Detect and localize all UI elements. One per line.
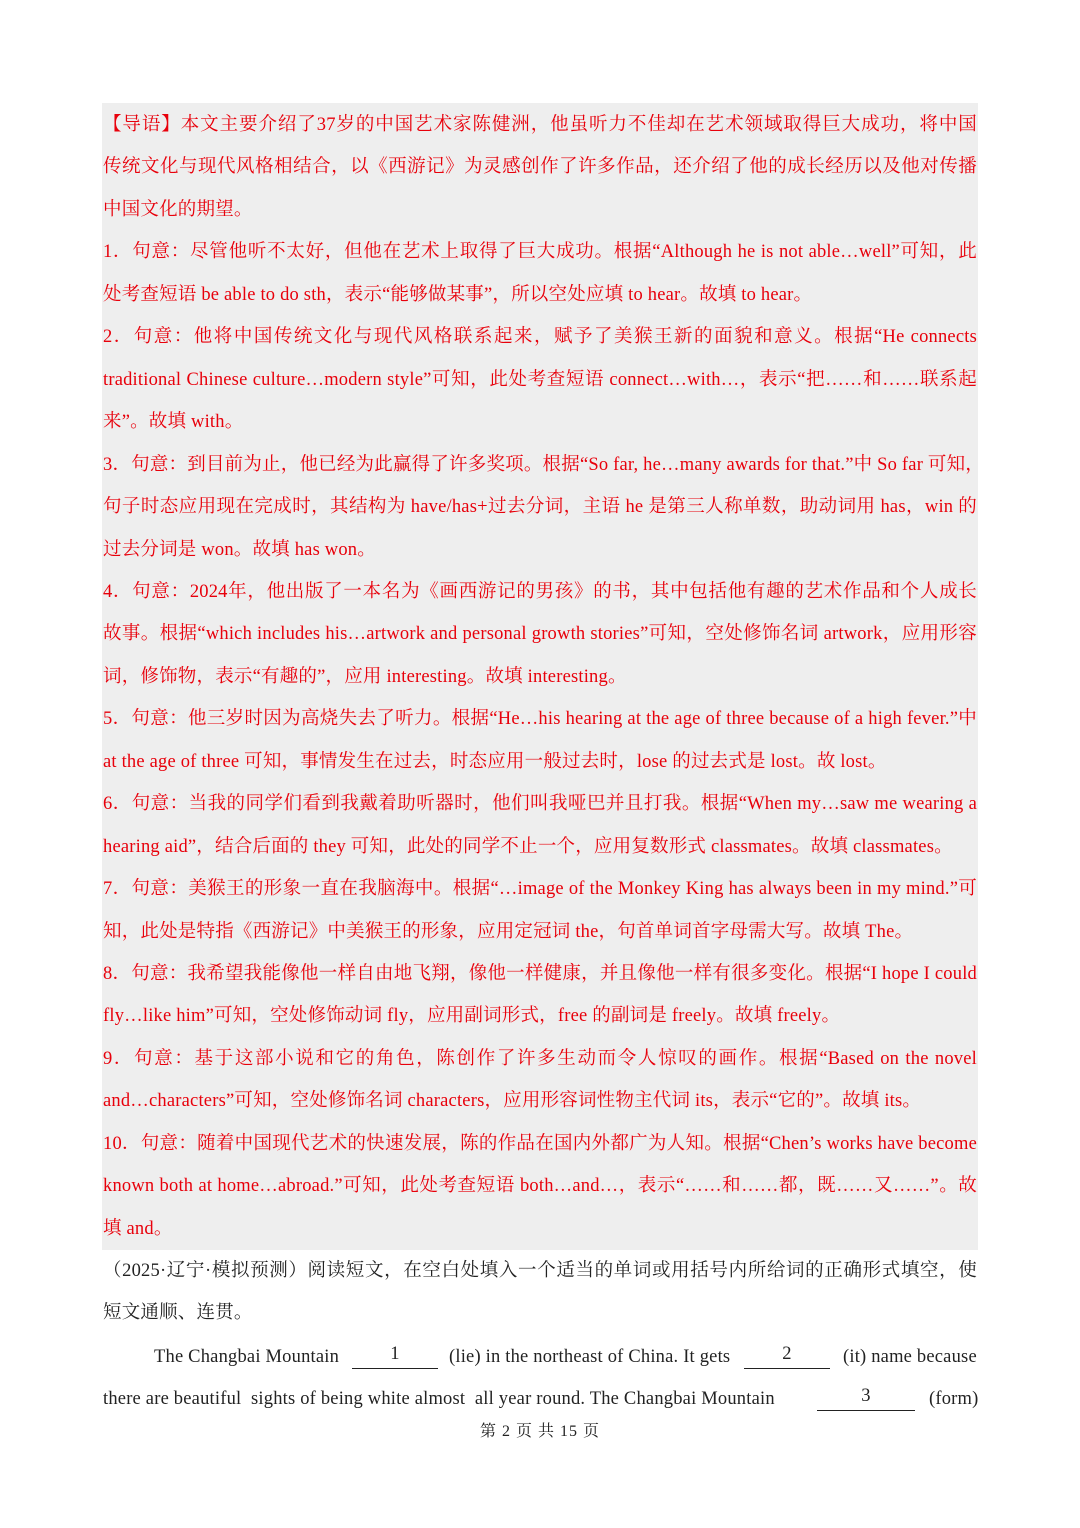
question-instruction-line-2: 短文通顺、连贯。 [103, 1303, 253, 1323]
analysis-line: 【导语】本文主要介绍了37岁的中国艺术家陈健洲，他虽听力不佳却在艺术领域取得巨大成功，将中国 [103, 115, 977, 135]
analysis-line: 填 and。 [103, 1219, 173, 1239]
analysis-line: 中国文化的期望。 [103, 200, 253, 220]
page-number: 第 2 页 共 15 页 [479, 1423, 600, 1440]
passage-text: The Changbai Mountain [154, 1347, 340, 1367]
passage-line-2 [103, 1384, 977, 1414]
analysis-line: and…characters”可知，空处修饰名词 characters，应用形容词性物主代词 its，表示“它的”。故填 its。 [103, 1091, 922, 1111]
analysis-line: 8．句意：我希望我能像他一样自由地飞翔，像他一样健康，并且像他一样有很多变化。根据“I hope I could [103, 964, 977, 984]
analysis-line: 3．句意：到目前为止，他已经为此赢得了许多奖项。根据“So far, he…many awards for that.”中 So far 可知， [103, 455, 984, 475]
analysis-line: traditional Chinese culture…modern style”可知，此处考查短语 connect…with…，表示“把……和……联系起 [103, 370, 977, 390]
analysis-line: fly…like him”可知，空处修饰动词 fly，应用副词形式，free 的副词是 freely。故填 freely。 [103, 1006, 841, 1026]
analysis-line: 6．句意：当我的同学们看到我戴着助听器时，他们叫我哑巴并且打我。根据“When my…saw me wearing a [103, 794, 977, 814]
analysis-line: 处考查短语 be able to do sth，表示“能够做某事”，所以空处应填 to hear。故填 to hear。 [103, 285, 813, 305]
analysis-line: 传统文化与现代风格相结合，以《西游记》为灵感创作了许多作品，还介绍了他的成长经历以及他对传播 [103, 157, 977, 177]
analysis-line: 4．句意：2024年，他出版了一本名为《画西游记的男孩》的书，其中包括他有趣的艺术作品和个人成长 [103, 582, 977, 602]
passage-text: (it) name because [843, 1347, 977, 1367]
analysis-line: hearing aid”，结合后面的 they 可知，此处的同学不止一个，应用复数形式 classmates。故填 classmates。 [103, 837, 953, 857]
analysis-line: 1．句意：尽管他听不太好，但他在艺术上取得了巨大成功。根据“Although he is not able…well”可知，此 [103, 242, 977, 262]
analysis-line: 词，修饰物，表示“有趣的”，应用 interesting。故填 interesting。 [103, 667, 627, 687]
analysis-line: 5．句意：他三岁时因为高烧失去了听力。根据“He…his hearing at the age of three because of a high fever.”中 [103, 709, 977, 729]
analysis-line: 9．句意：基于这部小说和它的角色，陈创作了许多生动而令人惊叹的画作。根据“Based on the novel [103, 1049, 977, 1069]
analysis-line: 故事。根据“which includes his…artwork and personal growth stories”可知，空处修饰名词 artwork，应用形容 [103, 624, 977, 644]
blank-2: 2 [744, 1342, 830, 1369]
passage-text: (form) [929, 1389, 979, 1409]
passage-line-1 [103, 1342, 977, 1372]
analysis-line: at the age of three 可知，事情发生在过去，时态应用一般过去时，lose 的过去式是 lost。故 lost。 [103, 752, 887, 772]
analysis-line: 句子时态应用现在完成时，其结构为 have/has+过去分词，主语 he 是第三人称单数，助动词用 has，win 的 [103, 497, 977, 517]
analysis-line: 过去分词是 won。故填 has won。 [103, 540, 376, 560]
blank-1: 1 [352, 1342, 438, 1369]
analysis-line: 知，此处是特指《西游记》中美猴王的形象，应用定冠词 the，句首单词首字母需大写。故填 The。 [103, 922, 914, 942]
passage-text: (lie) in the northeast of China. It gets [449, 1347, 731, 1367]
analysis-line: 7．句意：美猴王的形象一直在我脑海中。根据“…image of the Monkey King has always been in my mind.”可 [103, 879, 977, 899]
analysis-line: 10．句意：随着中国现代艺术的快速发展，陈的作品在国内外都广为人知。根据“Chen’s works have become [103, 1134, 977, 1154]
passage-text: there are beautiful sights of being white almost all year round. The Changbai Mountain [103, 1389, 775, 1409]
analysis-line: 来”。故填 with。 [103, 412, 244, 432]
blank-3: 3 [817, 1384, 915, 1411]
analysis-line: 2．句意：他将中国传统文化与现代风格联系起来，赋予了美猴王新的面貌和意义。根据“He connects [103, 327, 977, 347]
analysis-line: known both at home…abroad.”可知，此处考查短语 both…and…，表示“……和……都，既……又……”。故 [103, 1176, 977, 1196]
question-instruction-line-1: （2025·辽宁·模拟预测）阅读短文，在空白处填入一个适当的单词或用括号内所给词的正确形式填空，使 [103, 1261, 977, 1281]
